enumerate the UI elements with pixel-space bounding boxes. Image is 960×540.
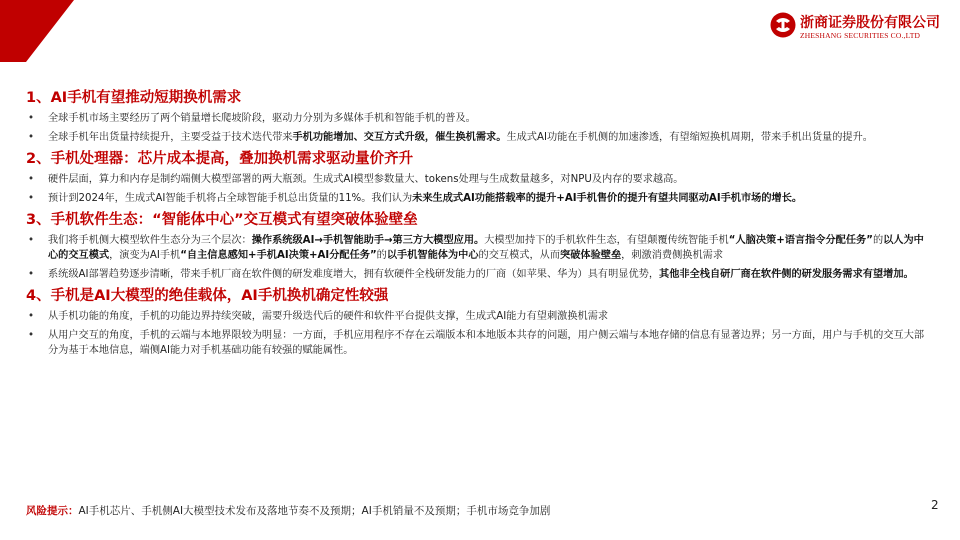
slide-content	[26, 86, 926, 362]
section-heading: 2、手机处理器：芯片成本提高，叠加换机需求驱动量价齐升	[26, 151, 414, 167]
bullet-text: 生成式AI功能在手机侧的加速渗透，有望缩短换机周期，带来手机出货量的提升。	[506, 132, 873, 143]
bullet-text: 全球手机年出货量持续提升，主要受益于技术迭代带来	[48, 132, 293, 143]
bullet-text: 系统级AI部署趋势逐步清晰，带来手机厂商在软件侧的研发难度增大，拥有软硬件全栈研发能力的厂商（如苹果、华为）具有明显优势，	[48, 269, 660, 280]
bullet-item	[26, 309, 926, 324]
section-heading: 3、手机软件生态：“智能体中心”交互模式有望突破体验壁垒	[26, 212, 418, 228]
bullet-emphasis: 以人为中心的交互模式	[48, 235, 924, 261]
bullet-emphasis: “人脑决策+语言指令分配任务”	[728, 235, 873, 246]
bullet-emphasis: “自主信息感知+手机AI决策+AI分配任务”	[180, 250, 377, 261]
bullet-text: 预计到2024年，生成式AI智能手机将占全球智能手机总出货量的11%。我们认为	[48, 193, 413, 204]
bullet-text: ，演变为AI手机	[109, 250, 181, 261]
section-heading: 1、AI手机有望推动短期换机需求	[26, 90, 242, 106]
bullet-list	[26, 233, 926, 282]
bullet-text: 从手机功能的角度，手机的功能边界持续突破，需要升级迭代后的硬件和软件平台提供支撑，生成式AI能力有望刺激换机需求	[48, 311, 609, 322]
bullet-item	[26, 267, 926, 282]
bullet-text: ，刺激消费侧换机需求	[621, 250, 724, 261]
bullet-emphasis: 操作系统级AI→手机智能助手→第三方大模型应用。	[251, 235, 485, 246]
risk-label: 风险提示：	[26, 505, 79, 517]
bullet-item	[26, 111, 926, 126]
bullet-item	[26, 328, 926, 358]
risk-note	[26, 503, 550, 518]
bullet-emphasis: 其他非全栈自研厂商在软件侧的研发服务需求有望增加。	[659, 269, 914, 280]
corner-decoration-triangle	[26, 0, 74, 62]
bullet-emphasis: 以手机智能体为中心	[386, 250, 479, 261]
bullet-text: 大模型加持下的手机软件生态，有望颠覆传统智能手机	[484, 235, 729, 246]
bullet-item	[26, 191, 926, 206]
bullet-emphasis: 未来生成式AI功能搭载率的提升+AI手机售价的提升有望共同驱动AI手机市场的增长。	[412, 193, 803, 204]
brand-name-en: ZHESHANG SECURITIES CO.,LTD	[800, 31, 921, 40]
bullet-text: 我们将手机侧大模型软件生态分为三个层次：	[48, 235, 252, 246]
bullet-item	[26, 130, 926, 145]
bullet-emphasis: 手机功能增加、交互方式升级，催生换机需求。	[292, 132, 507, 143]
bullet-item	[26, 233, 926, 263]
bullet-text: 的交互模式，从而	[478, 250, 561, 261]
brand-logo	[770, 10, 950, 50]
page-number: 2	[931, 498, 939, 512]
bullet-emphasis: 突破体验壁垒	[560, 250, 622, 261]
bullet-text: 全球手机市场主要经历了两个销量增长爬坡阶段，驱动力分别为多媒体手机和智能手机的普及。	[48, 113, 476, 124]
bullet-text: 从用户交互的角度，手机的云端与本地界限较为明显：一方面，手机应用程序不存在云端版本和本地版本共存的问题，用户侧云端与本地存储的信息有显著边界；另一方面，用户与手机的交互大部分为基于本地信息，端侧AI能力对手机基础功能有较强的赋能属性。	[48, 330, 925, 356]
bullet-list	[26, 111, 926, 145]
corner-decoration-block	[0, 0, 26, 62]
bullet-text: 的	[872, 235, 884, 246]
brand-mark-icon	[770, 12, 796, 38]
bullet-list	[26, 309, 926, 358]
brand-name-cn: 浙商证券股份有限公司	[800, 15, 940, 31]
bullet-list	[26, 172, 926, 206]
bullet-text: 的	[376, 250, 387, 261]
bullet-text: 硬件层面，算力和内存是制约端侧大模型部署的两大瓶颈。生成式AI模型参数量大、tokens处理与生成数量越多，对NPU及内存的要求越高。	[48, 174, 684, 185]
bullet-item	[26, 172, 926, 187]
section-heading: 4、手机是AI大模型的绝佳载体，AI手机换机确定性较强	[26, 288, 389, 304]
risk-text: AI手机芯片、手机侧AI大模型技术发布及落地节奏不及预期；AI手机销量不及预期；手机市场竞争加剧	[78, 505, 551, 517]
